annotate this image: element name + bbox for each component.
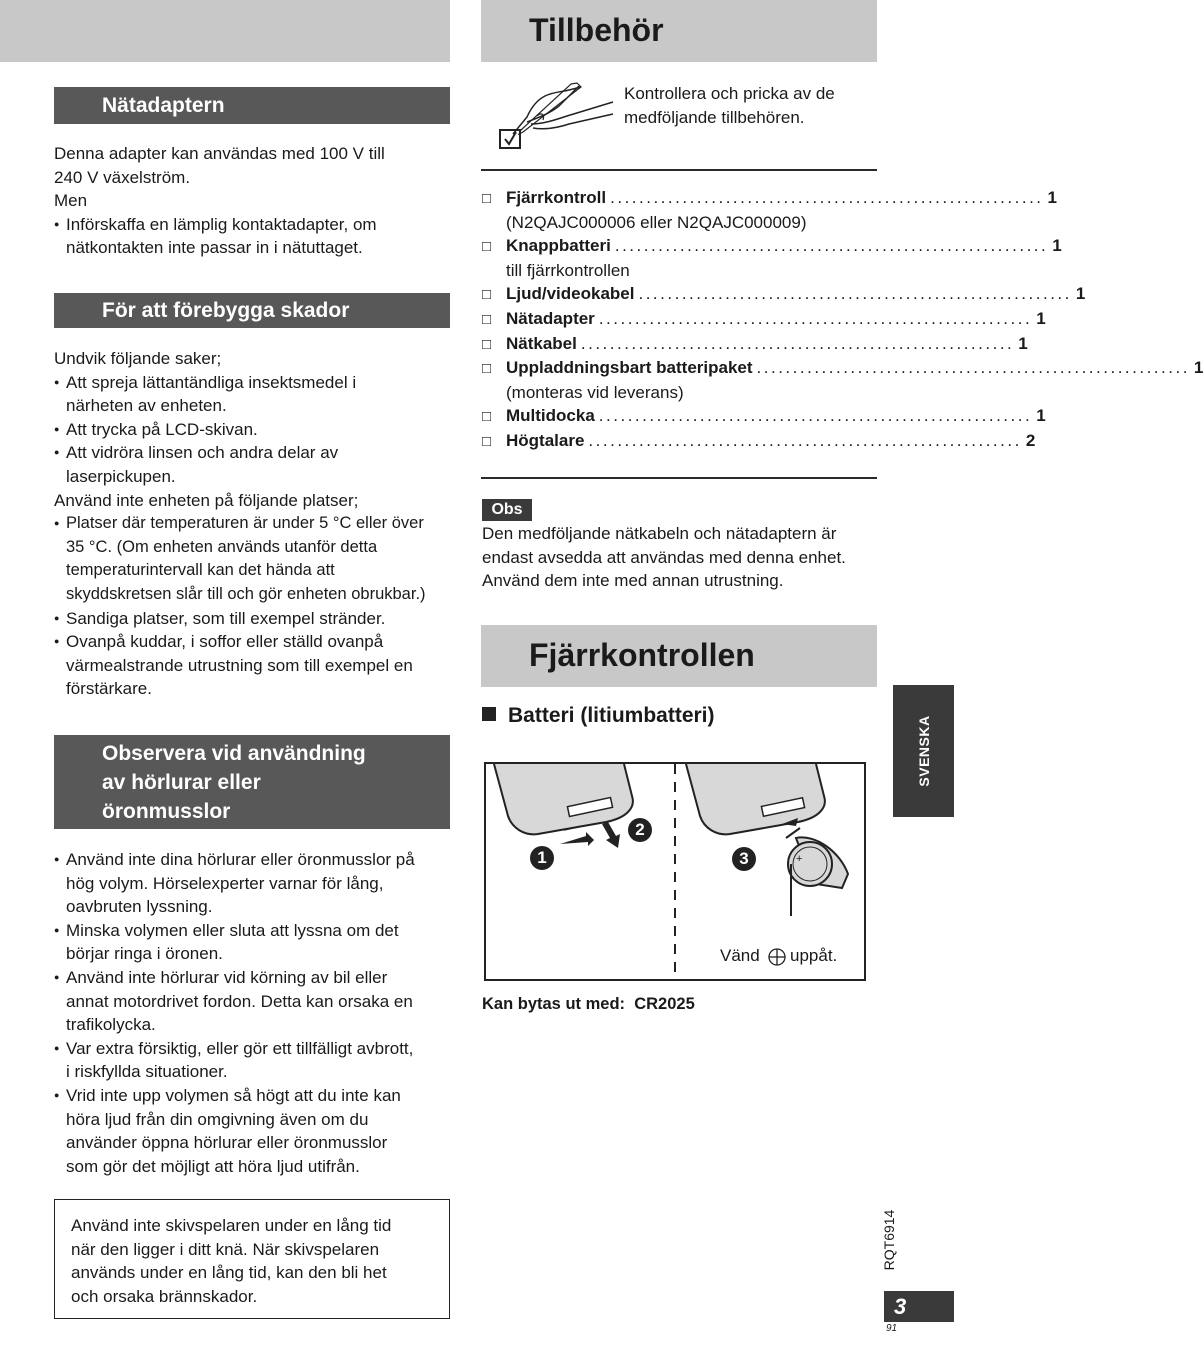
check-note-line: medföljande tillbehören.: [624, 107, 805, 127]
checkbox-icon: □: [482, 286, 492, 304]
accessory-qty: 2: [1025, 430, 1036, 450]
bullet-line: trafikolycka.: [66, 1015, 156, 1035]
replace-value: CR2025: [634, 995, 695, 1013]
accessory-name: Högtalare: [506, 430, 585, 450]
step-2-badge: 2: [628, 818, 652, 842]
accessory-name: Uppladdningsbart batteripaket: [506, 358, 753, 378]
bullet-line: oavbruten lyssning.: [66, 897, 213, 917]
checkbox-icon: □: [482, 238, 492, 256]
bullet-line: skyddskretsen slår till och gör enheten obrukbar.): [66, 584, 426, 603]
checkbox-icon: □: [482, 408, 492, 426]
title-band-tillbehor: [481, 0, 877, 62]
leader-dots: ............................................................: [598, 406, 1033, 426]
page-title-tillbehor: Tillbehör: [529, 12, 664, 48]
obs-line: Den medföljande nätkabeln och nätadaptern är: [482, 524, 837, 543]
accessory-note: (monteras vid leverans): [506, 382, 684, 402]
heading-line: av hörlurar eller: [102, 771, 261, 794]
bullet-item: [54, 418, 454, 442]
warning-line: används under en lång tid, kan den bli het: [71, 1263, 387, 1283]
bullet-item: [54, 441, 454, 488]
bullet-line: i riskfyllda situationer.: [66, 1062, 228, 1082]
bullet-line: höra ljud från din omgivning även om du: [66, 1109, 369, 1129]
skador-body: [54, 347, 454, 701]
accessory-qty: 1: [1052, 236, 1062, 256]
accessory-name: Nätkabel: [506, 333, 577, 353]
accessory-name: Multidocka: [506, 406, 595, 426]
divider-bottom: [481, 477, 877, 479]
divider-top: [481, 169, 877, 171]
bullet-line: ● Införskaffa en lämplig kontaktadapter, om: [66, 214, 377, 234]
bullet-item: [54, 1037, 454, 1084]
obs-label: Obs: [482, 499, 532, 521]
leader-dots: ............................................................: [638, 284, 1072, 304]
checkbox-icon: □: [482, 360, 492, 378]
accessory-name: Fjärrkontroll: [506, 188, 607, 207]
leader-dots: ............................................................: [588, 430, 1022, 450]
bullet-line: ● Att spreja lättantändliga insektsmedel i: [66, 372, 357, 392]
language-tab: [893, 685, 954, 817]
language-tab-label: SVENSKA: [915, 715, 932, 787]
check-note-line: Kontrollera och pricka av de: [624, 84, 835, 103]
accessory-row: [482, 186, 1057, 211]
bullet-line: ● Minska volymen eller sluta att lyssna om det: [66, 920, 399, 940]
skador-intro2: Använd inte enheten på följande platser;: [54, 490, 359, 510]
battery-heading: [482, 704, 715, 728]
warning-box: [54, 1199, 450, 1319]
bullet-item: [54, 966, 454, 1037]
step-1-badge: 1: [530, 846, 554, 870]
title-band-fjarrkontrollen: [481, 625, 877, 687]
bullet-line: som gör det möjligt att höra ljud utifrån.: [66, 1156, 360, 1176]
section-heading-skador: För att förebygga skador: [54, 293, 450, 328]
obs-line: Använd dem inte med annan utrustning.: [482, 571, 784, 591]
accessory-qty: 1: [1036, 406, 1046, 426]
leader-dots: ............................................................: [598, 308, 1033, 328]
bullet-item: [54, 630, 454, 701]
bullet-line: ● Vrid inte upp volymen så högt att du inte kan: [66, 1085, 401, 1105]
bullet-item: [54, 512, 454, 606]
bullet-item: [54, 848, 454, 919]
replace-label: Kan bytas ut med:: [482, 995, 626, 1013]
doc-code: [872, 1205, 906, 1275]
checkbox-icon: □: [482, 335, 492, 353]
bullet-line: hög volym. Hörselexperter varnar för lång,: [66, 873, 384, 893]
svg-text:+: +: [796, 853, 803, 865]
bullet-line: 35 °C. (Om enheten används utanför detta: [66, 537, 378, 556]
accessory-row: [482, 356, 1203, 381]
warning-line: Använd inte skivspelaren under en lång tid: [71, 1216, 392, 1235]
bullet-line: temperaturintervall kan det hända att: [66, 561, 335, 580]
page-number: 3: [884, 1291, 954, 1322]
heading-line: öronmusslor: [102, 800, 231, 823]
checkbox-icon: □: [482, 432, 492, 450]
warning-line: när den ligger i ditt knä. När skivspelaren: [71, 1239, 380, 1259]
bullet-line: ● Ovanpå kuddar, i soffor eller ställd ovanpå: [66, 632, 384, 652]
accessory-row: [482, 234, 1062, 259]
accessory-qty: 1: [1036, 308, 1046, 328]
bullet-line: förstärkare.: [66, 679, 152, 699]
accessory-row: [482, 429, 1036, 454]
page-title-fjarrkontrollen: Fjärrkontrollen: [529, 637, 755, 673]
sub-page-number: 91: [886, 1323, 898, 1334]
accessory-list: [482, 186, 1203, 454]
figure-caption-post: uppåt.: [790, 946, 838, 965]
bullet-line: nätkontakten inte passar in i nätuttaget.: [66, 238, 363, 258]
battery-figure: [484, 762, 866, 981]
leader-dots: ............................................................: [580, 333, 1015, 353]
obs-text: [482, 522, 882, 593]
text-line: Denna adapter kan användas med 100 V till: [54, 144, 385, 163]
text-line: 240 V växelström.: [54, 167, 191, 187]
section-heading-natadaptern: Nätadaptern: [54, 87, 450, 124]
bullet-item: [54, 371, 454, 418]
figure-caption-pre: Vänd: [720, 946, 760, 965]
accessory-name: Knappbatteri: [506, 236, 611, 256]
accessory-note: (N2QAJC000006 eller N2QAJC000009): [506, 212, 807, 232]
checkbox-icon: □: [482, 310, 492, 328]
bullet-line: laserpickupen.: [66, 466, 176, 486]
accessory-row: [482, 282, 1086, 307]
accessory-row: [482, 307, 1046, 332]
bullet-line: använder öppna hörlurar eller öronmusslor: [66, 1133, 388, 1153]
skador-intro: Undvik följande saker;: [54, 349, 222, 368]
warning-text: [71, 1214, 431, 1308]
bullet-line: ● Använd inte dina hörlurar eller öronmusslor på: [66, 850, 415, 869]
heading-line: Observera vid användning: [102, 742, 366, 765]
bullet-line: ● Att trycka på LCD-skivan.: [66, 419, 258, 439]
accessory-row: [482, 404, 1046, 429]
bullet-item: [54, 1084, 454, 1178]
bullet-line: ● Platser där temperaturen är under 5 °C eller över: [66, 514, 424, 533]
accessory-qty: 1: [1075, 284, 1086, 304]
natadaptern-body: [54, 142, 450, 260]
accessory-name: Nätadapter: [506, 308, 595, 328]
text-line: Men: [54, 191, 88, 211]
horlurar-heading-text: [102, 739, 366, 826]
bullet-item: [54, 607, 454, 631]
leader-dots: ............................................................: [610, 188, 1044, 207]
accessory-qty: 1: [1047, 188, 1057, 207]
accessory-qty: 1: [1018, 333, 1028, 353]
accessory-row: [482, 332, 1028, 357]
accessory-name: Ljud/videokabel: [506, 284, 635, 304]
horlurar-body: [54, 848, 454, 1178]
warning-line: och orsaka brännskador.: [71, 1286, 258, 1306]
bullet-line: värmealstrande utrustning som till exempel en: [66, 655, 413, 675]
pen-check-icon: [497, 84, 617, 154]
bullet-line: ● Sandiga platser, som till exempel stränder.: [66, 608, 386, 628]
accessory-qty: 1: [1193, 358, 1203, 378]
square-bullet-icon: [482, 707, 496, 721]
doc-code-text: RQT6914: [881, 1209, 897, 1271]
obs-line: endast avsedda att användas med denna enhet.: [482, 547, 846, 567]
bullet-line: ● Använd inte hörlurar vid körning av bil eller: [66, 967, 388, 987]
bullet-line: ● Att vidröra linsen och andra delar av: [66, 443, 339, 463]
header-band-left: [0, 0, 450, 62]
bullet-line: annat motordrivet fordon. Detta kan orsaka en: [66, 991, 413, 1011]
step-3-badge: 3: [732, 847, 756, 871]
checkbox-icon: □: [482, 190, 492, 207]
bullet-item: [54, 213, 450, 260]
bullet-line: ● Var extra försiktig, eller gör ett tillfälligt avbrott,: [66, 1038, 414, 1058]
section-heading-horlurar: [54, 735, 450, 829]
accessory-note: till fjärrkontrollen: [506, 260, 630, 280]
leader-dots: ............................................................: [614, 236, 1049, 256]
leader-dots: ............................................................: [756, 358, 1190, 378]
check-note: [624, 82, 884, 129]
bullet-item: [54, 919, 454, 966]
bullet-line: närheten av enheten.: [66, 396, 227, 416]
battery-heading-text: Batteri (litiumbatteri): [508, 704, 715, 727]
replace-line: [482, 995, 695, 1014]
bullet-line: börjar ringa i öronen.: [66, 944, 223, 964]
